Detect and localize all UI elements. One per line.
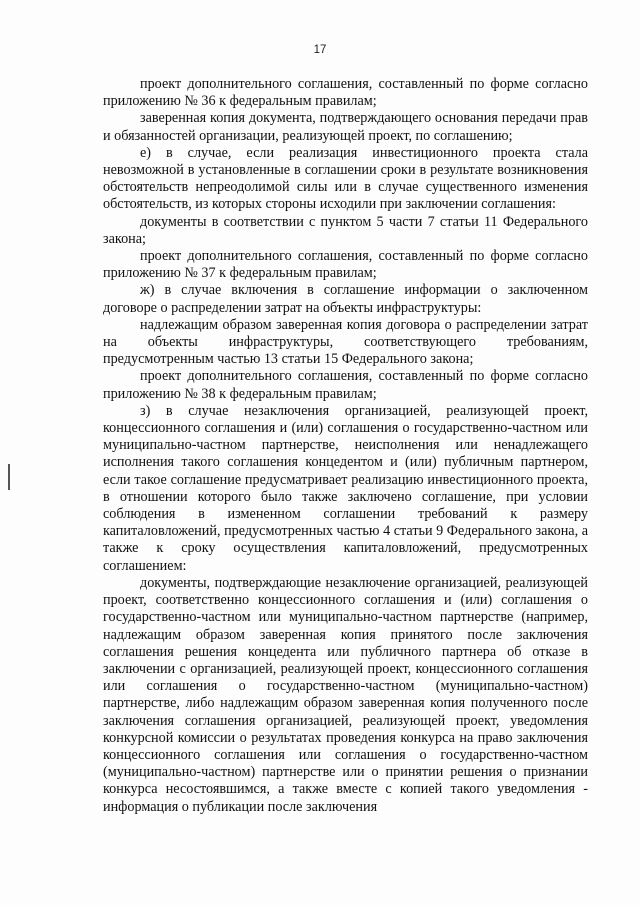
paragraph-4: документы в соответствии с пунктом 5 части 7 статьи 11 Федерального закона; <box>103 213 588 247</box>
page-number: 17 <box>313 44 327 56</box>
paragraph-3: е) в случае, если реализация инвестиционного проекта стала невозможной в установленные в соглашении сроки в результате возникновения обстоятельств непреодолимой силы или в случае существенного изменения обстоятельств, из которых стороны исходили при заключении соглашения: <box>103 144 588 213</box>
body-text <box>103 76 588 816</box>
paragraph-9: з) в случае незаключения организацией, реализующей проект, концессионного соглашения и (или) соглашения о государственно-частном или муниципально-частном партнерстве, неисполнения или ненадлежащего исполнения такого соглашения концедентом и (или) публичным партнером, если такое соглашение предусматривает реализацию инвестиционного проекта, в отношении которого было также заключено соглашение, при условии соблюдения в измененном соглашении требований к размеру капиталовложений, предусмотренных частью 4 статьи 9 Федерального закона, а также к сроку осуществления капиталовложений, предусмотренных соглашением: <box>103 402 588 574</box>
paragraph-8: проект дополнительного соглашения, составленный по форме согласно приложению № 38 к федеральным правилам; <box>103 368 588 402</box>
paragraph-5: проект дополнительного соглашения, составленный по форме согласно приложению № 37 к федеральным правилам; <box>103 248 588 282</box>
paragraph-6: ж) в случае включения в соглашение информации о заключенном договоре о распределении затрат на объекты инфраструктуры: <box>103 282 588 316</box>
margin-mark <box>8 464 10 490</box>
paragraph-2: заверенная копия документа, подтверждающего основания передачи прав и обязанностей организации, реализующей проект, по соглашению; <box>103 110 588 144</box>
paragraph-10: документы, подтверждающие незаключение организацией, реализующей проект, соответственно концессионного соглашения и (или) соглашения о государственно-частном или муниципально-частном партнерстве (например, надлежащим образом заверенная копия принятого после заключения соглашения решения концедента или публичного партнера об отказе в заключении с организацией, реализующей проект, концессионного соглашения или соглашения о государственно-частном (муниципально-частном) партнерстве, либо надлежащим образом заверенная копия полученного после заключения соглашения организацией, реализующей проект, уведомления конкурсной комиссии о результатах проведения конкурса на право заключения концессионного соглашения или соглашения о государственно-частном (муниципально-частном) партнерстве или о принятии решения о признании конкурса несостоявшимся, а также вместе с копией такого уведомления - информация о публикации после заключения <box>103 574 588 815</box>
paragraph-7: надлежащим образом заверенная копия договора о распределении затрат на объекты инфраструктуры, соответствующего требованиям, предусмотренным частью 13 статьи 15 Федерального закона; <box>103 316 588 368</box>
paragraph-1: проект дополнительного соглашения, составленный по форме согласно приложению № 36 к федеральным правилам; <box>103 76 588 110</box>
